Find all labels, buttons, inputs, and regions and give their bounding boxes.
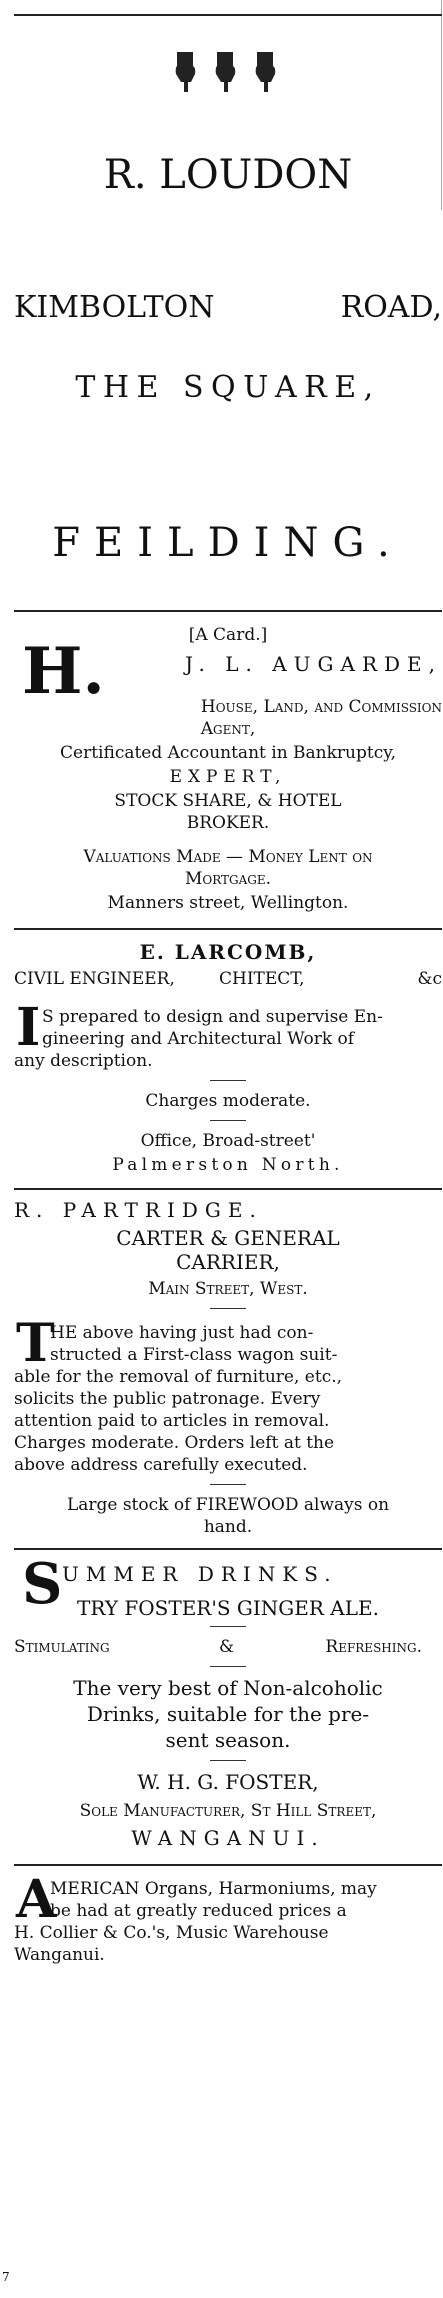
partridge-line1: CARTER & GENERAL: [116, 1226, 340, 1250]
partridge-para-line5: attention paid to articles in removal.: [14, 1411, 330, 1431]
foster-town: WANGANUI.: [131, 1826, 325, 1850]
augarde-line8: Mortgage.: [184, 869, 272, 889]
augarde-line9: Manners street, Wellington.: [107, 893, 349, 913]
larcomb-initial: I: [16, 997, 41, 1058]
short-rule: [210, 1484, 246, 1485]
augarde-line4: EXPERT,: [169, 767, 287, 787]
partridge-para-line2: structed a First-class wagon suit-: [50, 1345, 338, 1365]
larcomb-name: E. LARCOMB,: [139, 940, 317, 964]
short-rule: [210, 1120, 246, 1121]
short-rule: [210, 1308, 246, 1309]
foster-para-line3: sent season.: [165, 1728, 291, 1752]
short-rule: [210, 1760, 246, 1761]
short-rule: [210, 1080, 246, 1081]
gutter-mark: 7: [2, 2270, 10, 2284]
larcomb-title-mid: CHITECT,: [219, 969, 305, 989]
larcomb-para-line1: S prepared to design and supervise En-: [42, 1007, 383, 1027]
organs-initial: A: [16, 1869, 57, 1930]
foster-initial: S: [22, 1551, 63, 1617]
foster-refreshing: Refreshing.: [325, 1637, 422, 1657]
augarde-name: J. L. AUGARDE,: [185, 652, 442, 676]
partridge-name: R. PARTRIDGE.: [14, 1198, 263, 1222]
partridge-line3: Main Street, West.: [148, 1279, 308, 1299]
partridge-para-line4: solicits the public patronage. Every: [14, 1389, 321, 1409]
foster-para-line2: Drinks, suitable for the pre-: [86, 1702, 370, 1726]
foster-heading: UMMER DRINKS.: [62, 1562, 338, 1586]
pointing-hand-icon: [172, 50, 198, 92]
short-rule: [210, 1666, 246, 1667]
partridge-line2: CARRIER,: [176, 1250, 280, 1274]
partridge-para-line1: HE above having just had con-: [50, 1323, 314, 1343]
rule-foster: [14, 1548, 442, 1550]
top-rule: [14, 14, 442, 16]
organs-para-line4: Wanganui.: [14, 1945, 105, 1965]
organs-para-line2: be had at greatly reduced prices a: [50, 1901, 347, 1921]
larcomb-town: Palmerston North.: [112, 1155, 344, 1175]
pointing-hand-icon: [212, 50, 238, 92]
larcomb-title-left: CIVIL ENGINEER,: [14, 969, 175, 989]
augarde-line7: Valuations Made — Money Lent on: [83, 847, 373, 867]
loudon-road: ROAD,: [340, 290, 442, 325]
foster-stimulating: Stimulating: [14, 1637, 110, 1657]
loudon-town: FEILDING.: [52, 520, 404, 566]
rule-partridge: [14, 1188, 442, 1190]
partridge-stock-line1: Large stock of FIREWOOD always on: [66, 1495, 390, 1515]
partridge-initial: T: [16, 1313, 55, 1374]
foster-ampersand: &: [219, 1637, 235, 1657]
larcomb-office: Office, Broad-street': [140, 1131, 316, 1151]
augarde-line3: Certificated Accountant in Bankruptcy,: [60, 743, 396, 763]
augarde-card: [A Card.]: [188, 625, 268, 645]
pointing-hand-icon: [252, 50, 278, 92]
partridge-para-line7: above address carefully executed.: [14, 1455, 308, 1475]
larcomb-title-right: &c: [417, 969, 442, 989]
loudon-square: THE SQUARE,: [75, 370, 381, 405]
augarde-initial: H.: [22, 634, 105, 709]
partridge-para-line6: Charges moderate. Orders left at the: [14, 1433, 335, 1453]
rule-larcomb: [14, 928, 442, 930]
augarde-line1: House, Land, and Commission: [200, 697, 442, 717]
advert-column: [14, 0, 442, 2298]
larcomb-charges: Charges moderate.: [145, 1091, 311, 1111]
partridge-stock-line2: hand.: [203, 1517, 253, 1537]
short-rule: [210, 1626, 246, 1627]
loudon-name: R. LOUDON: [103, 152, 353, 198]
loudon-street: KIMBOLTON: [14, 290, 215, 325]
foster-name: W. H. G. FOSTER,: [137, 1770, 319, 1794]
augarde-line2: Agent,: [200, 719, 256, 739]
foster-line1: TRY FOSTER'S GINGER ALE.: [77, 1596, 379, 1620]
larcomb-para-line2: gineering and Architectural Work of: [42, 1029, 355, 1049]
organs-para-line3: H. Collier & Co.'s, Music Warehouse: [14, 1923, 329, 1943]
rule-augarde: [14, 610, 442, 612]
foster-line3: Sole Manufacturer, St Hill Street,: [79, 1801, 377, 1821]
augarde-line5: STOCK SHARE, & HOTEL: [114, 791, 342, 811]
left-gutter: [0, 0, 10, 2298]
organs-para-line1: MERICAN Organs, Harmoniums, may: [50, 1879, 377, 1899]
augarde-line6: BROKER.: [186, 813, 270, 833]
partridge-para-line3: able for the removal of furniture, etc.,: [14, 1367, 343, 1387]
foster-para-line1: The very best of Non-alcoholic: [73, 1676, 383, 1700]
rule-organs: [14, 1864, 442, 1866]
larcomb-para-line3: any description.: [14, 1051, 153, 1071]
